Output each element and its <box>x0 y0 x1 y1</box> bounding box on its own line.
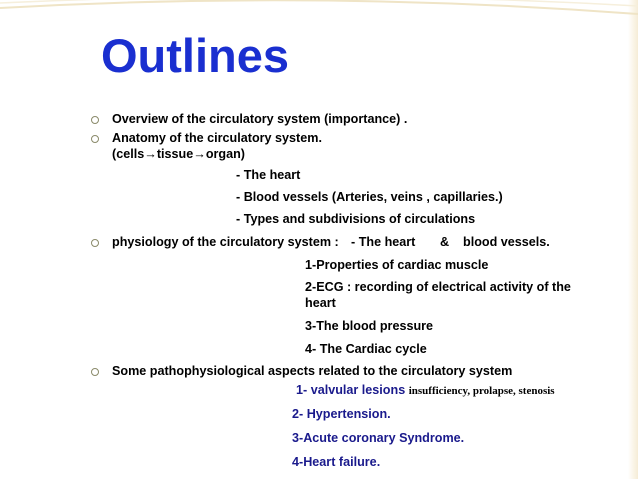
levels-tissue: tissue <box>156 147 194 161</box>
patho-valvular-types: insufficiency, prolapse, stenosis <box>408 385 555 397</box>
anatomy-levels <box>112 147 245 161</box>
patho-item-3: 3-Acute coronary Syndrome. <box>292 431 465 445</box>
patho-item-4: 4-Heart failure. <box>292 455 381 469</box>
right-arrow-icon: → <box>193 147 206 161</box>
decorative-arc <box>0 0 638 90</box>
patho-valvular: 1- valvular lesions <box>296 383 406 397</box>
slide-title: Outlines <box>101 29 290 82</box>
circle-bullet-icon <box>91 239 99 247</box>
levels-organ: organ) <box>205 147 245 161</box>
circle-bullet-icon <box>91 135 99 143</box>
patho-item-2: 2- Hypertension. <box>292 407 391 421</box>
bullet-overview: Overview of the circulatory system (importance) . <box>112 112 408 126</box>
anatomy-circulation-types: - Types and subdivisions of circulations <box>236 212 476 226</box>
anatomy-heart: - The heart <box>236 168 301 182</box>
physiology-item-1: 1-Properties of cardiac muscle <box>305 258 489 272</box>
physiology-ampersand: & <box>440 235 450 249</box>
anatomy-blood-vessels: - Blood vessels (Arteries, veins , capillaries.) <box>236 190 503 204</box>
right-arrow-icon: → <box>144 147 157 161</box>
physiology-item-4: 4- The Cardiac cycle <box>305 342 427 356</box>
physiology-heart: - The heart <box>351 235 416 249</box>
physiology-item-3: 3-The blood pressure <box>305 319 434 333</box>
physiology-item-2-cont: heart <box>305 296 336 310</box>
bullet-anatomy: Anatomy of the circulatory system. <box>112 131 322 145</box>
bullet-physiology: physiology of the circulatory system : <box>112 235 339 249</box>
circle-bullet-icon <box>91 368 99 376</box>
levels-cells: (cells <box>112 147 145 161</box>
physiology-item-2: 2-ECG : recording of electrical activity of the <box>305 280 571 294</box>
patho-item-1 <box>296 383 555 398</box>
circle-bullet-icon <box>91 116 99 124</box>
bullet-pathophysiology: Some pathophysiological aspects related to the circulatory system <box>112 364 513 378</box>
physiology-blood-vessels: blood vessels. <box>463 235 550 249</box>
